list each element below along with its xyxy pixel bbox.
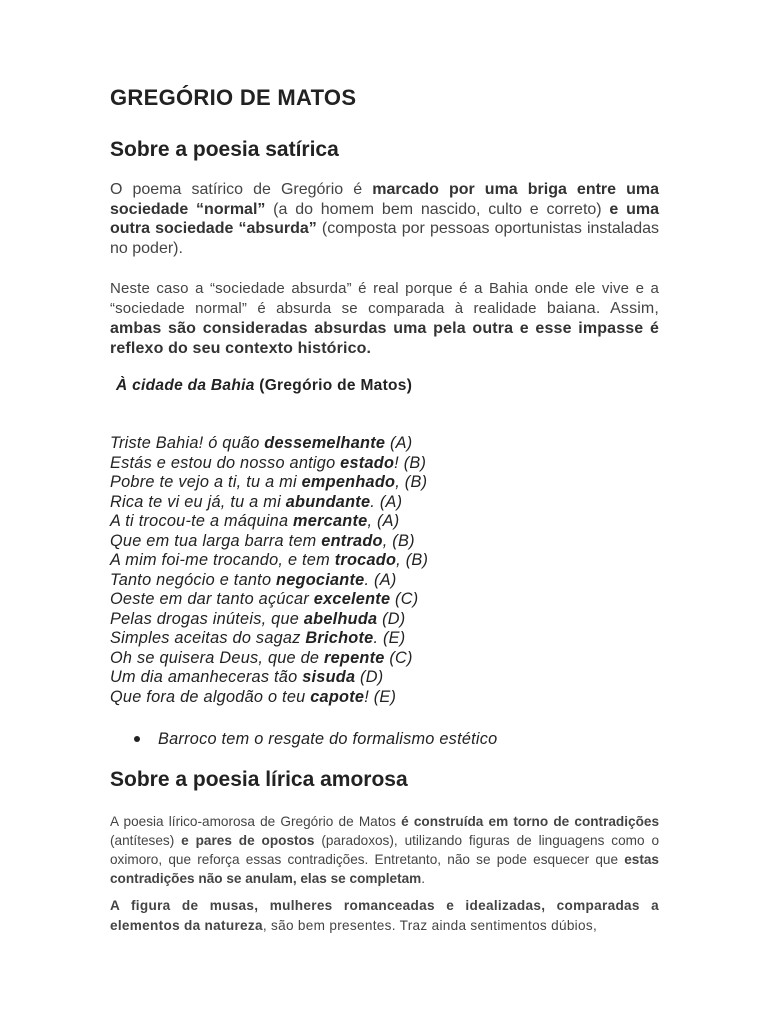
poem-line: [110, 512, 428, 532]
text-run: , são bem presentes. Traz ainda sentimentos dúbios,: [262, 917, 598, 933]
text-run: (a do homem bem nascido, culto e correto): [265, 200, 610, 218]
poem-rhyme-word: estado: [340, 453, 395, 472]
poem-rhyme-word: repente: [324, 648, 385, 667]
bullet-item: [110, 729, 659, 749]
text-run: (composta por pessoas oportunistas instaladas no poder).: [110, 220, 659, 257]
poem-rhyme-scheme: (C): [384, 648, 413, 667]
poem-rhyme-word: sisuda: [302, 668, 356, 686]
poem-line-text: Estás e estou do nosso antigo: [110, 453, 341, 472]
poem-rhyme-word: capote: [310, 687, 365, 706]
text-run: O poema satírico de Gregório é: [110, 181, 373, 198]
poem-rhyme-word: Brichote: [305, 629, 374, 647]
poem-rhyme-word: negociante: [276, 570, 365, 589]
poem-line-text: Tanto negócio e tanto: [110, 570, 277, 589]
poem-rhyme-scheme: , (B): [395, 473, 428, 491]
poem-rhyme-word: dessemelhante: [264, 434, 386, 452]
text-run: baiana. Assim,: [546, 300, 659, 317]
poem-block: [110, 434, 428, 707]
poem-rhyme-word: excelente: [313, 590, 391, 608]
poem-line-text: Que fora de algodão o teu: [110, 687, 311, 706]
text-run: Neste caso a “sociedade absurda” é real porque é a Bahia onde ele vive e a “sociedade normal” é absurda se comparada à realidade: [110, 280, 659, 317]
poem-line-text: A mim foi-me trocando, e tem: [110, 551, 335, 569]
poem-rhyme-word: mercante: [293, 512, 368, 530]
poem-rhyme-word: entrado: [321, 531, 383, 550]
poem-rhyme-scheme: . (A): [364, 570, 397, 589]
poem-line: [110, 473, 428, 493]
paragraph-satirica-intro: [110, 180, 659, 258]
section-heading-lirica: Sobre a poesia lírica amorosa: [110, 768, 408, 791]
poem-line-text: Triste Bahia! ó quão: [110, 434, 265, 452]
poem-line: [110, 532, 428, 552]
poem-line: [110, 571, 428, 591]
poem-line-text: Simples aceitas do sagaz: [110, 629, 306, 647]
poem-heading: [116, 376, 412, 396]
poem-line: [110, 551, 428, 571]
poem-rhyme-scheme: . (E): [373, 629, 406, 647]
poem-line: [110, 493, 428, 513]
text-run: .: [421, 871, 426, 886]
poem-rhyme-word: trocado: [334, 551, 397, 569]
poem-rhyme-scheme: ! (E): [364, 687, 397, 706]
poem-line: [110, 434, 428, 454]
text-run: (paradoxos), utilizando figuras de linguagens como o oximoro, que reforça essas contradições. Entretanto, não se pode esquecer que: [110, 833, 660, 867]
section-heading-satirica: Sobre a poesia satírica: [110, 138, 339, 161]
poem-rhyme-scheme: (C): [390, 590, 419, 608]
page-title: GREGÓRIO DE MATOS: [110, 85, 357, 110]
bullet-list: [110, 729, 659, 749]
poem-line-text: Pobre te vejo a ti, tu a mi: [110, 473, 302, 491]
poem-rhyme-scheme: ! (B): [394, 453, 427, 472]
bold-run: marcado por uma briga entre uma sociedade “normal”: [110, 181, 659, 218]
paragraph-musas: [110, 896, 659, 935]
poem-line-text: Um dia amanheceras tão: [110, 668, 303, 686]
paragraph-sociedade-absurda: [110, 279, 659, 359]
poem-line: [110, 610, 428, 630]
paragraph-lirica-intro: [110, 812, 659, 888]
poem-line-text: Que em tua larga barra tem: [110, 531, 322, 550]
poem-rhyme-word: abelhuda: [303, 609, 378, 628]
bullet-text: Barroco tem o resgate do formalismo estético: [158, 730, 498, 748]
poem-line: [110, 629, 428, 649]
poem-line: [110, 668, 428, 688]
poem-line-text: A ti trocou-te a máquina: [110, 512, 294, 530]
poem-rhyme-scheme: (A): [385, 434, 413, 452]
bold-run: e pares de opostos: [181, 833, 315, 848]
poem-rhyme-scheme: (D): [377, 609, 406, 628]
bold-run: é construída em torno de contradições: [401, 814, 660, 829]
poem-title: À cidade da Bahia: [116, 377, 255, 394]
poem-line-text: Rica te vi eu já, tu a mi: [110, 492, 286, 511]
poem-author: (Gregório de Matos): [254, 377, 413, 394]
poem-line-text: Oh se quisera Deus, que de: [110, 648, 325, 667]
poem-rhyme-word: empenhado: [301, 473, 396, 491]
poem-line-text: Pelas drogas inúteis, que: [110, 609, 304, 628]
poem-rhyme-scheme: (D): [355, 668, 384, 686]
poem-line: [110, 590, 428, 610]
bold-run: estas contradições não se anulam, elas se completam: [110, 852, 659, 886]
poem-line: [110, 649, 428, 669]
bold-run: ambas são consideradas absurdas uma pela outra e esse impasse é reflexo do seu contexto histórico.: [110, 320, 659, 357]
bold-run: e uma outra sociedade “absurda”: [110, 200, 659, 237]
poem-line: [110, 688, 428, 708]
text-run: (antíteses): [110, 833, 182, 848]
text-run: A poesia lírico-amorosa de Gregório de Matos: [110, 814, 402, 829]
poem-line: [110, 454, 428, 474]
poem-rhyme-scheme: , (B): [396, 551, 429, 569]
bullet-dot-icon: [134, 736, 140, 742]
poem-rhyme-word: abundante: [285, 492, 371, 511]
poem-rhyme-scheme: , (B): [382, 531, 415, 550]
poem-rhyme-scheme: . (A): [370, 492, 403, 511]
poem-rhyme-scheme: , (A): [367, 512, 400, 530]
poem-line-text: Oeste em dar tanto açúcar: [110, 590, 314, 608]
bold-run: A figura de musas, mulheres romanceadas e idealizadas, comparadas a elementos da natureza: [110, 898, 659, 933]
